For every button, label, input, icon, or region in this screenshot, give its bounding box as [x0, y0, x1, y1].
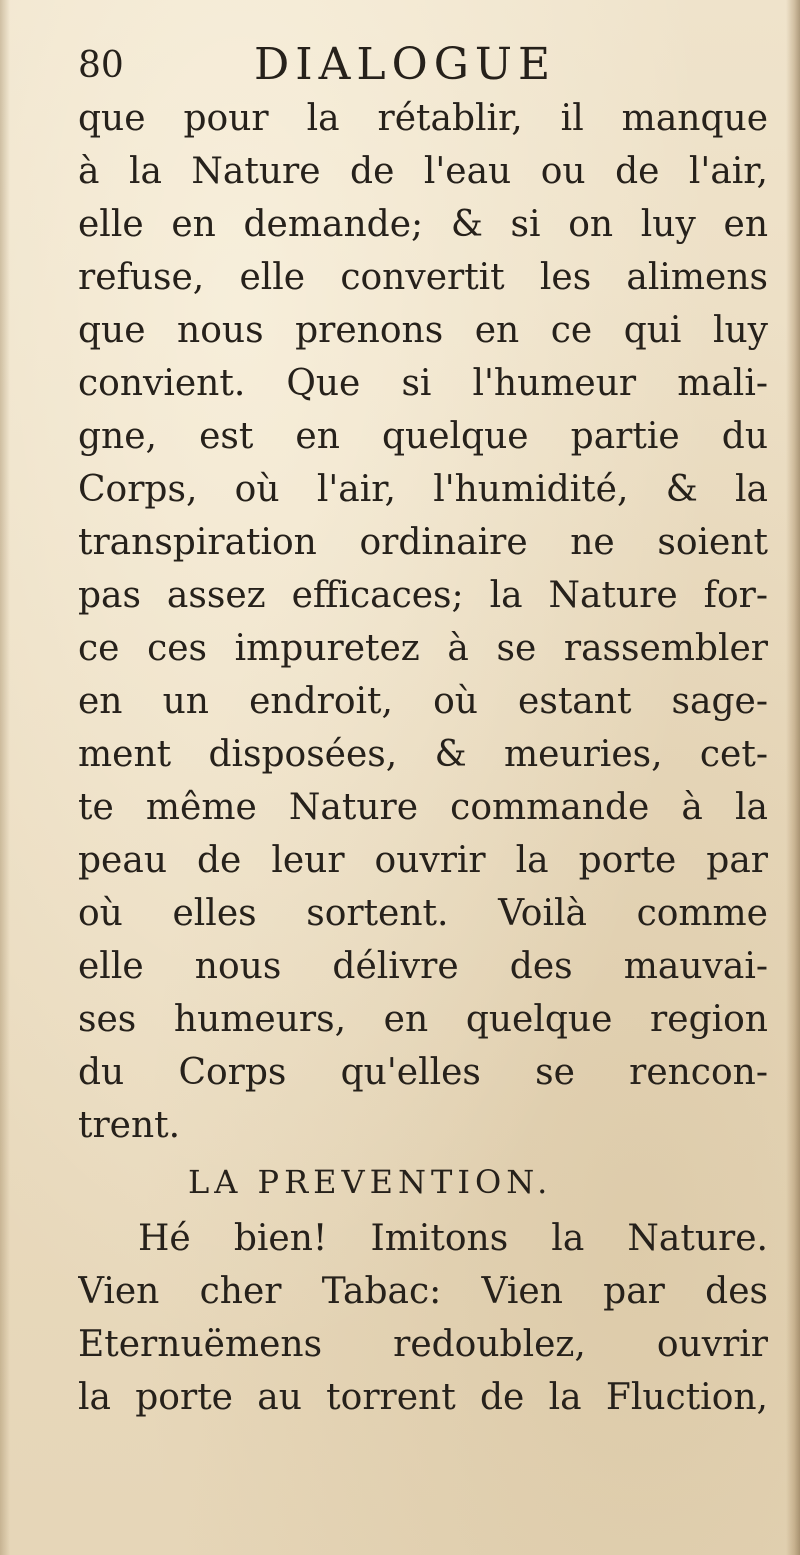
text-line: refuse, elle convertit les alimens — [78, 257, 768, 298]
page-number: 80 — [78, 45, 124, 86]
text-line: que nous prenons en ce qui luy — [78, 310, 768, 351]
text-line: peau de leur ouvrir la porte par — [78, 840, 768, 881]
text-line: elle nous délivre des mauvai- — [78, 946, 768, 987]
text-line: trent. — [78, 1105, 181, 1146]
speaker-heading: LA PREVENTION. — [188, 1163, 553, 1201]
page-left-edge — [0, 0, 10, 1555]
text-line: transpiration ordinaire ne soient — [78, 522, 768, 563]
text-line: ce ces impuretez à se rassembler — [78, 628, 768, 669]
running-head — [78, 40, 768, 90]
text-line: pas assez efficaces; la Nature for- — [78, 575, 768, 616]
text-line: ment disposées, & meuries, cet- — [78, 734, 768, 775]
text-line: que pour la rétablir, il manque — [78, 98, 768, 139]
page-right-edge — [786, 0, 800, 1555]
running-title: DIALOGUE — [254, 39, 557, 90]
speech-line: Vien cher Tabac: Vien par des — [78, 1271, 768, 1312]
text-line: à la Nature de l'eau ou de l'air, — [78, 151, 768, 192]
text-line: elle en demande; & si on luy en — [78, 204, 768, 245]
text-line: du Corps qu'elles se rencon- — [78, 1052, 768, 1093]
text-line: gne, est en quelque partie du — [78, 416, 768, 457]
text-line: convient. Que si l'humeur mali- — [78, 363, 768, 404]
text-line: où elles sortent. Voilà comme — [78, 893, 768, 934]
text-line: te même Nature commande à la — [78, 787, 768, 828]
text-line: ses humeurs, en quelque region — [78, 999, 768, 1040]
speech-line: Hé bien! Imitons la Nature. — [138, 1218, 768, 1259]
text-line: en un endroit, où estant sage- — [78, 681, 768, 722]
text-block — [78, 40, 768, 1424]
speech-line: la porte au torrent de la Fluction, — [78, 1377, 768, 1418]
text-line: Corps, où l'air, l'humidité, & la — [78, 469, 768, 510]
speech-line: Eternuëmens redoublez, ouvrir — [78, 1324, 768, 1365]
